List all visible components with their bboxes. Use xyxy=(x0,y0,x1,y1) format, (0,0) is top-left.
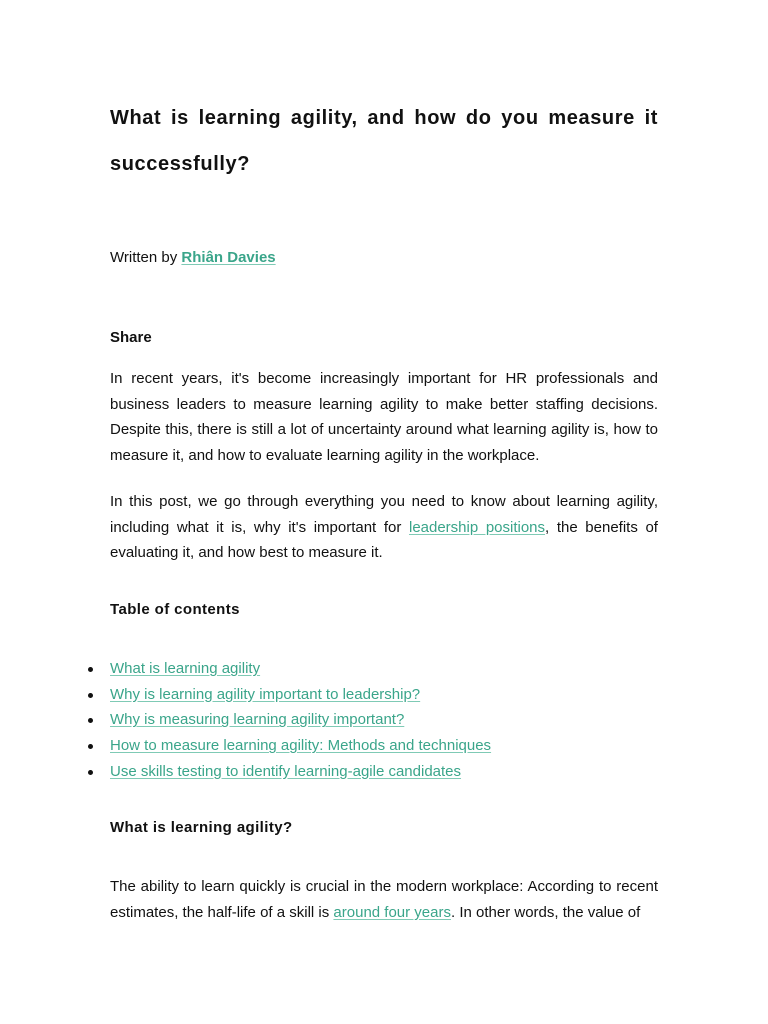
intro-p2-text-after: , the benefits of evaluating it, and how best to measure it. xyxy=(110,518,658,561)
section1-paragraph xyxy=(110,874,658,925)
bullet-icon xyxy=(88,667,93,672)
toc-link-importance-to-leadership[interactable]: Why is learning agility important to leadership? xyxy=(110,685,421,703)
intro-p2-text-before: In this post, we go through everything you need to know about learning agility, including what it is, why it's important for xyxy=(110,493,658,536)
byline-prefix: Written by xyxy=(110,249,182,266)
around-four-years-link[interactable]: around four years xyxy=(333,903,451,921)
toc-item xyxy=(110,734,670,760)
toc-list xyxy=(110,657,670,785)
toc-link-skills-testing[interactable]: Use skills testing to identify learning-agile candidates xyxy=(110,762,462,780)
toc-item xyxy=(110,657,670,683)
byline xyxy=(110,248,276,268)
share-label: Share xyxy=(110,329,152,346)
leadership-positions-link[interactable]: leadership positions xyxy=(408,518,546,536)
toc-link-how-to-measure[interactable]: How to measure learning agility: Methods and techniques xyxy=(110,737,492,755)
bullet-icon xyxy=(88,693,93,698)
bullet-icon xyxy=(88,770,93,775)
toc-item xyxy=(110,760,670,786)
bullet-icon xyxy=(88,744,93,749)
toc-heading: Table of contents xyxy=(110,601,240,618)
section-heading-what-is-learning-agility: What is learning agility? xyxy=(110,819,293,836)
intro-paragraph-1: In recent years, it's become increasingly important for HR professionals and business leaders to measure learning agility to make better staffing decisions. Despite this, there is still a lot of uncertainty around what learning agility is, how to measure it, and how to evaluate learning agility in the workplace. xyxy=(110,370,658,464)
author-link[interactable]: Rhiân Davies xyxy=(181,249,276,266)
toc-link-why-measuring-important[interactable]: Why is measuring learning agility important? xyxy=(110,711,405,729)
section1-text-before: The ability to learn quickly is crucial in the modern workplace: According to recent estimates, the half-life of a skill is xyxy=(110,878,658,921)
toc-item xyxy=(110,708,670,734)
toc-link-what-is-learning-agility[interactable]: What is learning agility xyxy=(110,660,261,677)
article-title: What is learning agility, and how do you measure it successfully? xyxy=(110,107,658,175)
toc-item xyxy=(110,683,670,709)
bullet-icon xyxy=(88,718,93,723)
section1-text-after: . In other words, the value of xyxy=(451,903,641,921)
intro-paragraph-2 xyxy=(110,489,658,566)
